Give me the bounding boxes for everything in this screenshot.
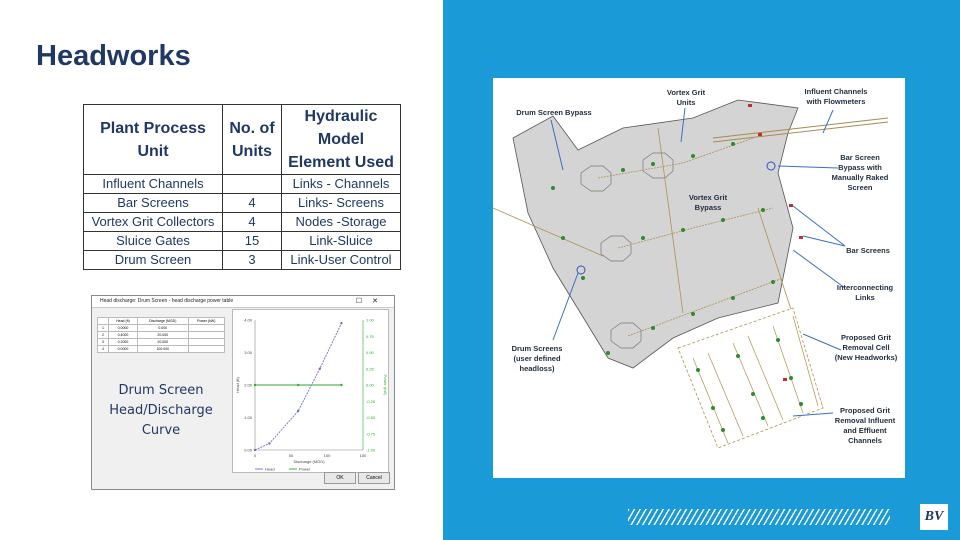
x-axis-label: Discharge (MGD): [293, 459, 325, 464]
label-bar-screens: Bar Screens: [846, 246, 890, 255]
label-influent-flowmeters: Influent Channels with Flowmeters: [804, 87, 868, 106]
slide-title: Headworks: [36, 40, 191, 72]
chart-svg: [233, 310, 388, 472]
grid-cell[interactable]: [188, 346, 225, 353]
grid-cell[interactable]: 0.4000: [108, 332, 137, 339]
head-point: [340, 322, 342, 324]
y2-tick-label: 0.25: [366, 366, 374, 372]
grid-cell[interactable]: 20.000: [138, 332, 188, 339]
y-tick-label: 1.00: [244, 415, 252, 420]
table-cell: Bar Screens: [84, 194, 223, 213]
power-point: [340, 384, 342, 386]
label-drum-screens: Drum Screens (user defined headloss): [511, 344, 563, 373]
window-title-bar: [92, 296, 394, 308]
label-proposed-grit-channels: Proposed Grit Removal Influent and Effluent Channels: [834, 406, 896, 445]
grid-row[interactable]: [98, 339, 225, 346]
y2-tick-label: -0.50: [366, 415, 376, 420]
decorative-stripe: [628, 509, 890, 525]
table-cell: Drum Screen: [84, 251, 223, 270]
y-tick-label: 3.00: [244, 350, 252, 355]
legend-head-label: Head: [265, 466, 275, 472]
y2-tick-label: -1.00: [366, 447, 376, 453]
table-cell: Link-Sluice: [282, 232, 401, 251]
y2-tick-label: -0.75: [366, 431, 376, 437]
table-row: [84, 232, 401, 251]
label-bar-screen-bypass: Bar Screen Bypass with Manually Raked Screen: [831, 153, 889, 192]
cancel-button[interactable]: Cancel: [358, 472, 390, 484]
table-cell: Links - Channels: [282, 175, 401, 194]
y2-tick-label: 1.00: [366, 317, 374, 323]
window-title: Head discharge: Drum Screen - head discharge power table: [100, 298, 234, 304]
table-header-unit: Plant Process Unit: [84, 105, 223, 175]
head-discharge-window: [91, 295, 395, 490]
grid-cell: 1: [98, 325, 109, 332]
head-point: [297, 410, 299, 412]
maximize-icon[interactable]: ☐: [355, 298, 373, 305]
chart-caption: Drum Screen Head/Discharge Curve: [109, 383, 213, 438]
table-cell: 4: [223, 213, 282, 232]
table-header-count: No. of Units: [223, 105, 282, 175]
company-logo: BV: [920, 504, 948, 530]
y2-axis-label: Power (kW): [383, 374, 388, 396]
table-cell: Links- Screens: [282, 194, 401, 213]
y-axis-label: Head (ft): [235, 377, 240, 393]
grid-cell[interactable]: 0.2000: [108, 339, 137, 346]
grid-cell[interactable]: 0.0000: [108, 325, 137, 332]
grid-header: Power (kW): [188, 318, 225, 325]
grid-header: Head (ft): [108, 318, 137, 325]
y2-tick-label: 0.75: [366, 333, 374, 339]
x-tick-label: 150: [359, 453, 367, 458]
grid-cell[interactable]: 0.000: [138, 325, 188, 332]
table-cell: [223, 175, 282, 194]
head-point: [268, 442, 270, 444]
power-point: [254, 384, 256, 386]
proposed-grit-cell: [678, 308, 823, 448]
label-interconnecting-links: Interconnecting Links: [836, 283, 894, 302]
y-tick-label: 4.00: [244, 317, 252, 323]
table-row: [84, 251, 401, 270]
grid-header: Discharge (MGD): [138, 318, 188, 325]
close-icon[interactable]: ✕: [372, 298, 388, 305]
table-row: [84, 213, 401, 232]
grid-row[interactable]: [98, 346, 225, 353]
label-vortex-grit-units: Vortex Grit Units: [666, 88, 706, 107]
table-cell: Vortex Grit Collectors: [84, 213, 223, 232]
grid-cell: 3: [98, 339, 109, 346]
power-point: [297, 384, 299, 386]
head-series-line: [255, 323, 341, 450]
grid-cell[interactable]: [188, 332, 225, 339]
y-tick-label: 2.00: [244, 382, 252, 388]
grid-cell: 2: [98, 332, 109, 339]
table-cell: 3: [223, 251, 282, 270]
x-tick-label: 50: [288, 453, 294, 458]
window-controls[interactable]: [356, 296, 388, 307]
grid-cell[interactable]: 0.0000: [108, 346, 137, 353]
table-row: [84, 194, 401, 213]
grid-cell[interactable]: [188, 325, 225, 332]
head-point: [319, 368, 321, 370]
label-proposed-grit-cell: Proposed Grit Removal Cell (New Headworks): [834, 333, 898, 362]
table-cell: Sluice Gates: [84, 232, 223, 251]
grid-header: [98, 318, 109, 325]
table-cell: 15: [223, 232, 282, 251]
y2-tick-label: 0.50: [366, 350, 374, 355]
process-table: [83, 104, 401, 270]
table-header-element: Hydraulic Model Element Used: [282, 105, 401, 175]
head-discharge-chart: [232, 309, 389, 473]
table-cell: 4: [223, 194, 282, 213]
grid-cell[interactable]: 20.000: [138, 339, 188, 346]
head-discharge-grid: [97, 317, 225, 353]
legend-power-label: Power: [299, 466, 311, 472]
label-vortex-grit-bypass: Vortex Grit Bypass: [688, 193, 728, 212]
x-tick-label: 0: [253, 453, 257, 458]
y-tick-label: 0.00: [244, 447, 252, 453]
grid-cell[interactable]: 100.000: [138, 346, 188, 353]
grid-cell: 4: [98, 346, 109, 353]
table-cell: Link-User Control: [282, 251, 401, 270]
grid-row[interactable]: [98, 325, 225, 332]
table-cell: Nodes -Storage: [282, 213, 401, 232]
grid-row[interactable]: [98, 332, 225, 339]
head-point: [254, 449, 256, 451]
grid-cell[interactable]: [188, 339, 225, 346]
headworks-schematic: [493, 78, 905, 478]
x-tick-label: 100: [323, 453, 331, 458]
table-cell: Influent Channels: [84, 175, 223, 194]
y2-tick-label: -0.25: [366, 398, 376, 404]
label-drum-screen-bypass: Drum Screen Bypass: [516, 108, 592, 117]
ok-button[interactable]: OK: [324, 472, 356, 484]
y2-tick-label: 0.00: [366, 382, 374, 388]
table-row: [84, 175, 401, 194]
